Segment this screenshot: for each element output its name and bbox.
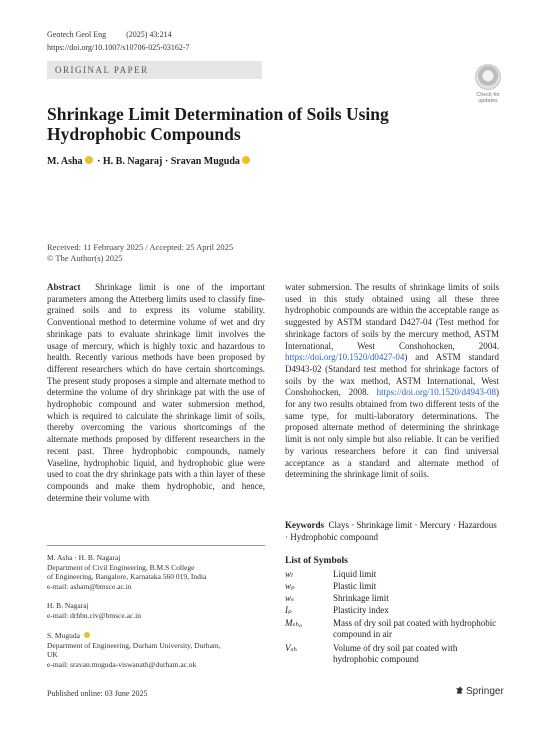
affiliation-divider xyxy=(47,545,265,546)
publisher-name: Springer xyxy=(466,686,504,697)
paper-title: Shrinkage Limit Determination of Soils Using Hydrophobic Compounds xyxy=(47,104,389,144)
journal-citation: Geotech Geol Eng (2025) 43:214 xyxy=(47,30,172,39)
author-name[interactable]: Sravan Muguda xyxy=(170,156,240,167)
abstract-text: ) and ASTM standard D4943-02 (Standard test method for shrinkage factors of soils by the wax method, ASTM International, West Conshohocken, 2008. xyxy=(285,352,499,398)
author-list: M. Asha · H. B. Nagaraj · Sravan Muguda xyxy=(47,156,252,167)
keywords-label: Keywords xyxy=(285,520,324,530)
author-name[interactable]: M. Asha xyxy=(47,156,83,167)
affiliation-block: M. Asha · H. B. Nagaraj Department of Civil Engineering, B.M.S College of Engineering, Bangalore, Karnataka 560 019, India e-mail: asham@bmsce.ac.in xyxy=(47,553,267,591)
check-updates-text: Check for updates xyxy=(476,92,500,104)
abstract-right-column xyxy=(285,282,499,481)
doi-reference-link[interactable]: https://doi.org/10.1520/d0427-04 xyxy=(285,352,405,363)
symbols-heading: List of Symbols xyxy=(285,556,348,566)
check-for-updates-button[interactable] xyxy=(470,64,506,104)
email-link[interactable]: e-mail: asham@bmsce.ac.in xyxy=(47,581,132,591)
orcid-icon[interactable] xyxy=(85,156,93,164)
published-online-date: Published online: 03 June 2025 xyxy=(47,689,148,698)
article-type-banner xyxy=(47,61,262,79)
copyright-line: © The Author(s) 2025 xyxy=(47,253,123,263)
doi-link[interactable]: https://doi.org/10.1007/s10706-025-03162-7 xyxy=(47,43,190,52)
keywords-text: Clays · Shrinkage limit · Mercury · Hazardous · Hydrophobic compound xyxy=(285,520,497,542)
email-link[interactable]: e-mail: drhbn.civ@bmsce.ac.in xyxy=(47,610,141,620)
abstract-left-column xyxy=(47,282,265,504)
received-accepted-dates: Received: 11 February 2025 / Accepted: 25 April 2025 xyxy=(47,242,234,252)
orcid-icon[interactable] xyxy=(242,156,250,164)
abstract-text: water submersion. The results of shrinkage limits of soils used in this study obtained using all these three hydrophobic compounds are within the acceptable range as suggested by ASTM standard D427-04 (Test method for shrinkage factors of soils by the mercury method, ASTM International, West Conshohocken, 2004. xyxy=(285,282,499,351)
email-link[interactable]: e-mail: sravan.muguda-viswanath@durham.ac.uk xyxy=(47,659,197,669)
abstract-label: Abstract xyxy=(47,282,81,292)
crossmark-icon xyxy=(475,64,501,90)
affiliation-block: H. B. Nagaraj e-mail: drhbn.civ@bmsce.ac.in xyxy=(47,601,267,620)
abstract-text: ) for any two results obtained from two different tests of the same type, for multi-laboratory determinations. The proposed alternate method of determining the shrinkage limit is not only simple but also reliable. It can be verified by various researchers before it can find universal acceptance as a standard and alternate method of determining the shrinkage limit of soils. xyxy=(285,387,499,480)
doi-reference-link[interactable]: https://doi.org/10.1520/d4943-08 xyxy=(376,387,496,398)
symbols-list: wₗ Liquid limit wₚ Plastic limit wₛ Shrinkage limit Iₚ Plasticity index Mₛₕₐ Mass of dry soil pat coated with hydrophobic compound in air Vₛₕ Volume of dry soil pat coated with hydrophobic compound xyxy=(285,569,497,664)
article-type-label: ORIGINAL PAPER xyxy=(55,65,149,75)
publisher-logo xyxy=(455,685,504,697)
abstract-text: Shrinkage limit is one of the important parameters among the Atterberg limits used to classify fine-grained soils and to express its volume stability. Conventional method to determine volume of wet and dry shrinkage pats to evaluate shrinkage limit involves the usage of mercury, which is highly toxic and hazardous to health. Recently various methods have been proposed by different researchers which do have certain shortcomings. The present study proposes a simple and alternate method to determine the volume of dry shrinkage pat with the use of hydrophobic compound and water submersion method, which is required to calculate the shrinkage limit of soils, thereby overcoming the various shortcomings of the alternate methods proposed by different researchers in the recent past. Three hydrophobic compounds, namely Vaseline, hydrophobic liquid, and hydrophobic glue were used to coat the dry shrinkage pats with a thin layer of these compounds and make them hydrophobic, and hence, determine their volume with xyxy=(47,282,266,503)
keywords-block xyxy=(285,519,499,543)
author-name[interactable]: H. B. Nagaraj xyxy=(102,156,163,167)
orcid-icon[interactable] xyxy=(84,632,90,638)
springer-horse-icon xyxy=(455,685,464,695)
affiliation-block: S. Muguda Department of Engineering, Durham University, Durham, UK e-mail: sravan.muguda-viswanath@durham.ac.uk xyxy=(47,631,267,669)
